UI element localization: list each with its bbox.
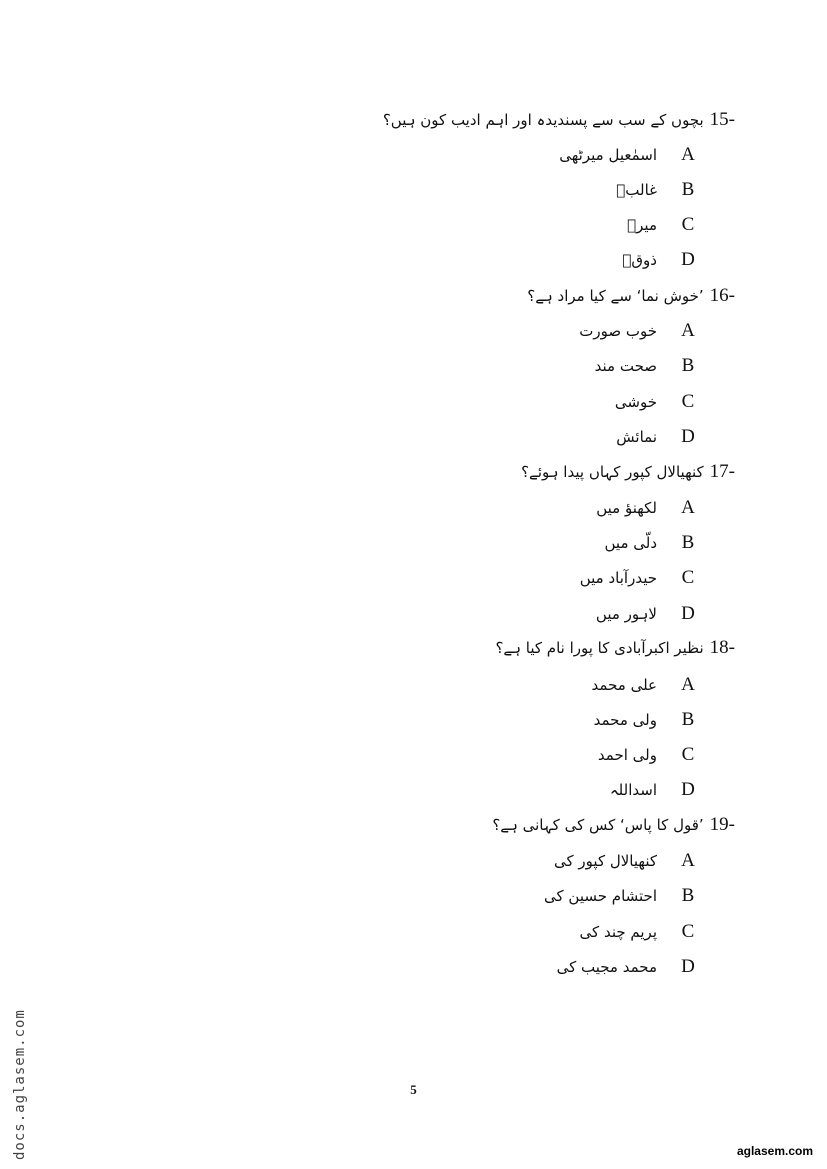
- option-16-a: [579, 319, 697, 343]
- option-letter: C: [681, 391, 695, 412]
- option-letter: B: [681, 355, 695, 376]
- option-16-d: [616, 425, 697, 449]
- question-15: [383, 110, 735, 130]
- question-text: بچوں کے سب سے پسندیدہ اور اہم ادیب کون ہیں؟: [382, 111, 704, 129]
- option-letter: A: [681, 144, 695, 165]
- option-15-a: [559, 143, 697, 167]
- option-letter: C: [681, 744, 695, 765]
- option-text: احتشام حسین کی: [544, 887, 657, 905]
- option-letter: C: [681, 567, 695, 588]
- option-text: نمائش: [616, 428, 657, 446]
- option-17-c: [580, 566, 697, 590]
- option-text: غالبؔ: [616, 181, 657, 199]
- option-18-d: [610, 778, 697, 802]
- question-text: کنھیالال کپور کہاں پیدا ہوئے؟: [521, 463, 704, 481]
- option-letter: D: [681, 249, 695, 270]
- option-letter: B: [681, 709, 695, 730]
- question-17: [521, 462, 735, 482]
- corner-watermark: aglasem.com: [736, 1144, 813, 1158]
- option-text: پریم چند کی: [579, 923, 657, 941]
- option-text: محمد مجیب کی: [556, 958, 657, 976]
- question-16: [527, 286, 735, 306]
- option-15-d: [622, 248, 697, 272]
- option-letter: D: [681, 956, 695, 977]
- option-text: خوشی: [614, 393, 657, 411]
- option-text: لکھنؤ میں: [596, 499, 657, 517]
- option-15-c: [627, 213, 697, 237]
- option-19-b: [544, 884, 697, 908]
- option-letter: C: [681, 921, 695, 942]
- option-text: خوب صورت: [579, 322, 657, 340]
- option-19-a: [554, 849, 697, 873]
- option-16-b: [595, 354, 697, 378]
- option-18-b: [594, 708, 697, 732]
- option-letter: A: [681, 320, 695, 341]
- question-number: 15-: [709, 109, 735, 130]
- question-text: ’خوش نما‘ سے کیا مراد ہے؟: [527, 287, 704, 305]
- question-number: 18-: [709, 637, 735, 658]
- question-text: نظیر اکبرآبادی کا پورا نام کیا ہے؟: [495, 639, 704, 657]
- page-number: 5: [410, 1082, 417, 1097]
- option-text: ولی احمد: [597, 746, 657, 764]
- option-text: دلّی میں: [604, 534, 657, 552]
- option-text: صحت مند: [594, 357, 657, 375]
- option-letter: B: [681, 532, 695, 553]
- option-text: ولی محمد: [593, 711, 657, 729]
- option-letter: D: [681, 426, 695, 447]
- option-18-c: [598, 743, 697, 767]
- question-number: 17-: [709, 461, 735, 482]
- option-letter: A: [681, 674, 695, 695]
- option-letter: B: [681, 885, 695, 906]
- option-text: کنھیالال کپور کی: [554, 852, 657, 870]
- option-16-c: [615, 390, 697, 414]
- question-number: 19-: [709, 814, 735, 835]
- option-text: علی محمد: [591, 676, 657, 694]
- option-17-b: [605, 531, 698, 555]
- option-letter: D: [681, 779, 695, 800]
- option-text: ذوقؔ: [622, 251, 657, 269]
- question-number: 16-: [709, 285, 735, 306]
- option-text: لاہور میں: [595, 605, 657, 623]
- option-letter: A: [681, 497, 695, 518]
- option-letter: B: [681, 179, 695, 200]
- option-text: اسداللہ: [609, 781, 657, 799]
- question-19: [492, 815, 735, 835]
- option-17-d: [596, 602, 697, 626]
- option-17-a: [596, 496, 697, 520]
- option-15-b: [616, 178, 697, 202]
- option-letter: A: [681, 850, 695, 871]
- option-text: میرؔ: [627, 216, 657, 234]
- option-19-d: [557, 955, 697, 979]
- option-text: حیدرآباد میں: [579, 569, 657, 587]
- option-text: اسمٰعیل میرٹھی: [559, 146, 657, 164]
- option-letter: C: [681, 214, 695, 235]
- option-letter: D: [681, 603, 695, 624]
- question-18: [495, 638, 735, 658]
- question-text: ’قول کا پاس‘ کس کی کہانی ہے؟: [492, 816, 704, 834]
- side-watermark: docs.aglasem.com: [12, 1009, 28, 1160]
- option-18-a: [592, 673, 697, 697]
- option-19-c: [580, 920, 697, 944]
